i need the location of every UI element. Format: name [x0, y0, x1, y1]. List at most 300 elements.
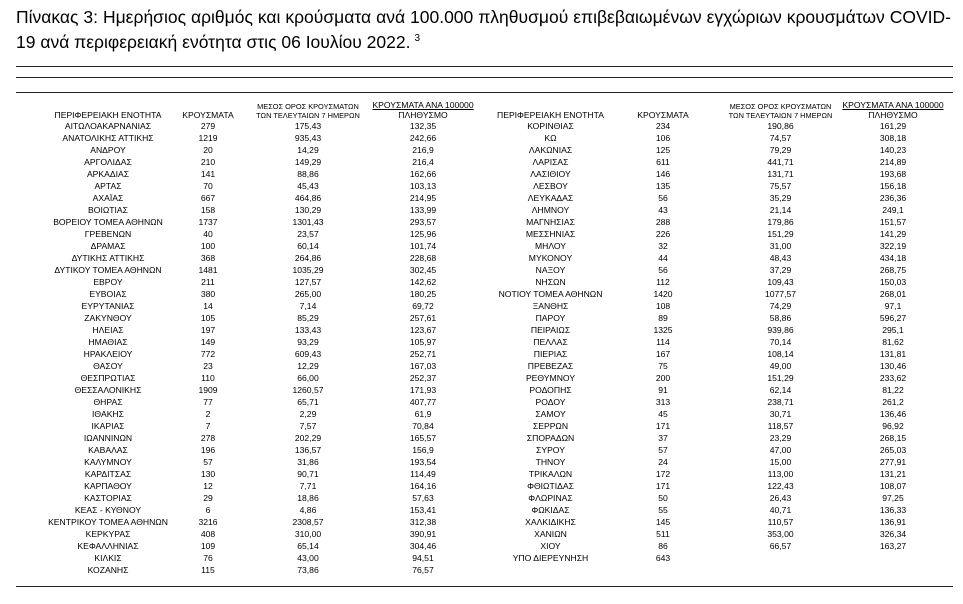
cell-region: ΠΡΕΒΕΖΑΣ: [527, 361, 574, 371]
cell-region: ΘΕΣΠΡΩΤΙΑΣ: [80, 373, 136, 383]
cell-cases: 171: [655, 481, 671, 491]
table-row: [488, 504, 948, 516]
cell-cases: 313: [655, 397, 671, 407]
cell-avg7: 85,29: [297, 313, 319, 323]
cell-avg7: 238,71: [767, 397, 794, 407]
cell-region: ΚΑΒΑΛΑΣ: [88, 445, 128, 455]
cell-avg7: 62,14: [769, 385, 792, 395]
cell-cases: 77: [203, 397, 213, 407]
table-row: [28, 384, 483, 396]
cell-cases: 1481: [198, 265, 218, 275]
table-row: [488, 300, 948, 312]
cell-per100k: 136,46: [879, 409, 907, 419]
cell-region: ΛΕΣΒΟΥ: [533, 181, 568, 191]
cell-per100k: 142,62: [409, 277, 437, 287]
cell-per100k: 69,72: [412, 301, 434, 311]
cell-cases: 109: [200, 541, 216, 551]
cell-cases: 29: [203, 493, 213, 503]
cell-cases: 45: [658, 409, 668, 419]
second-rule: [16, 77, 953, 78]
cell-cases: 141: [200, 169, 216, 179]
cell-region: ΝΑΞΟΥ: [535, 265, 566, 275]
right-table-header: [488, 97, 948, 120]
cell-avg7: 110,57: [767, 517, 794, 527]
table-row: [488, 192, 948, 204]
cell-per100k: 596,27: [879, 313, 907, 323]
cell-avg7: 353,00: [767, 529, 794, 539]
cell-region: ΤΡΙΚΑΛΩΝ: [528, 469, 573, 479]
cell-per100k: 216,9: [412, 145, 434, 155]
cell-region: ΚΑΡΠΑΘΟΥ: [84, 481, 132, 491]
table-row: [28, 144, 483, 156]
table-row: [488, 408, 948, 420]
bottom-rule: [16, 586, 953, 587]
table-row: [488, 312, 948, 324]
table-row: [28, 360, 483, 372]
cell-avg7: 935,43: [294, 133, 322, 143]
table-row: [488, 288, 948, 300]
cell-cases: 50: [658, 493, 668, 503]
table-row: [28, 480, 483, 492]
cell-cases: 1737: [198, 217, 218, 227]
cell-per100k: 214,95: [409, 193, 437, 203]
table-row: [28, 492, 483, 504]
cell-region: ΠΑΡΟΥ: [535, 313, 566, 323]
cell-avg7: 74,57: [769, 133, 792, 143]
left-table-body: [28, 120, 483, 576]
left-header-avg: [253, 102, 363, 120]
cell-cases: 611: [656, 157, 670, 167]
cell-region: ΑΙΤΩΛΟΑΚΑΡΝΑΝΙΑΣ: [64, 121, 152, 131]
left-table-header: [28, 97, 483, 120]
cell-per100k: 70,84: [412, 421, 434, 431]
cell-region: ΑΝΔΡΟΥ: [90, 145, 126, 155]
cell-cases: 197: [200, 325, 216, 335]
cell-cases: 196: [200, 445, 216, 455]
cell-region: ΜΕΣΣΗΝΙΑΣ: [525, 229, 576, 239]
cell-avg7: 65,71: [297, 397, 319, 407]
cell-avg7: 130,29: [294, 205, 322, 215]
table-row: [28, 564, 483, 576]
cell-region: ΓΡΕΒΕΝΩΝ: [84, 229, 132, 239]
table-row: [488, 336, 948, 348]
cell-region: ΖΑΚΥΝΘΟΥ: [84, 313, 132, 323]
table-row: [488, 468, 948, 480]
table-row: [488, 492, 948, 504]
cell-per100k: 390,91: [409, 529, 437, 539]
table-row: [488, 276, 948, 288]
cell-cases: 70: [203, 181, 213, 191]
cell-region: ΜΑΓΝΗΣΙΑΣ: [526, 217, 575, 227]
cell-region: ΗΡΑΚΛΕΙΟΥ: [83, 349, 133, 359]
right-header-per100k-line1: ΚΡΟΥΣΜΑΤΑ ΑΝΑ 100000: [842, 100, 944, 110]
cell-avg7: 30,71: [769, 409, 792, 419]
table-row: [28, 408, 483, 420]
cell-avg7: 23,29: [769, 433, 792, 443]
cell-region: ΧΑΛΚΙΔΙΚΗΣ: [525, 517, 576, 527]
cell-avg7: 45,43: [297, 181, 319, 191]
cell-avg7: 21,14: [769, 205, 792, 215]
table-row: [28, 468, 483, 480]
cell-region: ΦΛΩΡΙΝΑΣ: [528, 493, 573, 503]
cell-per100k: 81,22: [882, 385, 904, 395]
cell-region: ΕΥΒΟΙΑΣ: [89, 289, 127, 299]
cell-per100k: 216,4: [412, 157, 434, 167]
cell-cases: 55: [658, 505, 668, 515]
cell-cases: 211: [201, 277, 215, 287]
cell-per100k: 265,03: [879, 445, 907, 455]
cell-cases: 32: [658, 241, 668, 251]
cell-per100k: 76,57: [412, 565, 434, 575]
cell-per100k: 61,9: [414, 409, 432, 419]
table-title-text: Πίνακας 3: Ημερήσιος αριθμός και κρούσματα ανά 100.000 πληθυσμού επιβεβαιωμένων εγχώριων κρουσμάτων COVID-19 ανά περιφερειακή ενότητα στις 06 Ιουλίου 2022.: [16, 7, 951, 52]
cell-avg7: 464,86: [294, 193, 322, 203]
cell-cases: 210: [200, 157, 216, 167]
cell-region: ΘΕΣΣΑΛΟΝΙΚΗΣ: [74, 385, 142, 395]
cell-per100k: 233,62: [879, 373, 907, 383]
cell-cases: 40: [203, 229, 213, 239]
cell-avg7: 49,00: [769, 361, 792, 371]
table-row: [488, 540, 948, 552]
cell-avg7: 23,57: [297, 229, 319, 239]
table-row: [488, 348, 948, 360]
table-row: [28, 300, 483, 312]
cell-per100k: 302,45: [409, 265, 437, 275]
cell-avg7: 127,57: [294, 277, 322, 287]
cell-region: ΚΕΑΣ - ΚΥΘΝΟΥ: [74, 505, 142, 515]
cell-avg7: 65,14: [297, 541, 319, 551]
cell-cases: 23: [203, 361, 213, 371]
cell-region: ΝΟΤΙΟΥ ΤΟΜΕΑ ΑΘΗΝΩΝ: [498, 289, 603, 299]
cell-cases: 76: [203, 553, 213, 563]
cell-region: ΛΗΜΝΟΥ: [531, 205, 570, 215]
cell-region: ΘΑΣΟΥ: [93, 361, 123, 371]
cell-per100k: 132,35: [409, 121, 437, 131]
cell-cases: 44: [658, 253, 668, 263]
cell-per100k: 103,13: [409, 181, 437, 191]
cell-avg7: 26,43: [769, 493, 792, 503]
cell-avg7: 149,29: [294, 157, 322, 167]
cell-avg7: 47,00: [769, 445, 792, 455]
cell-region: ΔΥΤΙΚΟΥ ΤΟΜΕΑ ΑΘΗΝΩΝ: [54, 265, 162, 275]
cell-region: ΛΑΣΙΘΙΟΥ: [530, 169, 571, 179]
table-row: [28, 252, 483, 264]
cell-per100k: 81,62: [882, 337, 904, 347]
cell-avg7: 15,00: [769, 457, 792, 467]
cell-avg7: 37,29: [769, 265, 792, 275]
cell-per100k: 242,66: [409, 133, 437, 143]
cell-avg7: 108,14: [767, 349, 794, 359]
cell-avg7: 1035,29: [292, 265, 324, 275]
cell-per100k: 125,96: [409, 229, 437, 239]
cell-region: ΠΕΙΡΑΙΩΣ: [530, 325, 571, 335]
cell-avg7: 93,29: [297, 337, 319, 347]
cell-per100k: 131,81: [879, 349, 907, 359]
cell-cases: 667: [200, 193, 216, 203]
cell-cases: 43: [658, 205, 668, 215]
cell-region: ΚΟΡΙΝΘΙΑΣ: [527, 121, 574, 131]
cell-cases: 172: [655, 469, 671, 479]
cell-avg7: 1077,57: [764, 289, 797, 299]
table-row: [28, 216, 483, 228]
table-row: [488, 372, 948, 384]
cell-cases: 57: [658, 445, 668, 455]
table-row: [488, 552, 948, 564]
table-row: [488, 360, 948, 372]
cell-per100k: 268,01: [879, 289, 907, 299]
cell-region: ΛΑΡΙΣΑΣ: [532, 157, 569, 167]
table-row: [28, 528, 483, 540]
table-row: [28, 348, 483, 360]
table-row: [28, 540, 483, 552]
cell-per100k: 268,15: [879, 433, 907, 443]
cell-per100k: 151,57: [879, 217, 907, 227]
table-row: [28, 240, 483, 252]
cell-avg7: 131,71: [767, 169, 794, 179]
cell-region: ΣΑΜΟΥ: [535, 409, 566, 419]
cell-cases: 171: [655, 421, 671, 431]
cell-avg7: 122,43: [767, 481, 794, 491]
cell-region: ΜΥΚΟΝΟΥ: [528, 253, 573, 263]
cell-avg7: 7,57: [299, 421, 317, 431]
cell-avg7: 133,43: [294, 325, 322, 335]
cell-cases: 643: [655, 553, 671, 563]
table-row: [28, 420, 483, 432]
table-row: [28, 372, 483, 384]
table-row: [28, 132, 483, 144]
cell-avg7: 31,00: [769, 241, 792, 251]
cell-region: ΔΡΑΜΑΣ: [90, 241, 126, 251]
cell-region: ΚΙΛΚΙΣ: [94, 553, 122, 563]
right-header-avg: [723, 102, 838, 120]
cell-region: ΡΟΔΟΠΗΣ: [529, 385, 572, 395]
cell-per100k: 162,66: [409, 169, 437, 179]
cell-cases: 279: [200, 121, 216, 131]
cell-cases: 278: [200, 433, 216, 443]
cell-region: ΣΠΟΡΑΔΩΝ: [526, 433, 575, 443]
cell-avg7: 109,43: [767, 277, 794, 287]
table-title: [16, 6, 951, 53]
cell-region: ΑΡΚΑΔΙΑΣ: [86, 169, 130, 179]
cell-region: ΑΡΓΟΛΙΔΑΣ: [84, 157, 132, 167]
cell-per100k: 57,63: [412, 493, 434, 503]
cell-cases: 234: [655, 121, 671, 131]
table-row: [488, 264, 948, 276]
cell-per100k: 165,57: [409, 433, 437, 443]
table-row: [488, 456, 948, 468]
cell-per100k: 214,89: [879, 157, 907, 167]
cell-region: ΑΝΑΤΟΛΙΚΗΣ ΑΤΤΙΚΗΣ: [62, 133, 154, 143]
table-row: [28, 180, 483, 192]
table-row: [28, 336, 483, 348]
cell-cases: 110: [201, 373, 215, 383]
table-row: [28, 456, 483, 468]
cell-cases: 37: [658, 433, 668, 443]
cell-cases: 772: [200, 349, 216, 359]
cell-per100k: 236,36: [879, 193, 907, 203]
cell-cases: 3216: [198, 517, 218, 527]
left-table: [28, 97, 483, 576]
cell-avg7: 35,29: [769, 193, 792, 203]
cell-avg7: 151,29: [767, 373, 794, 383]
cell-avg7: 43,00: [297, 553, 319, 563]
cell-region: ΙΩΑΝΝΙΝΩΝ: [83, 433, 133, 443]
cell-region: ΞΑΝΘΗΣ: [532, 301, 569, 311]
table-row: [488, 384, 948, 396]
cell-region: ΜΗΛΟΥ: [534, 241, 567, 251]
cell-cases: 135: [655, 181, 671, 191]
cell-region: ΑΡΤΑΣ: [94, 181, 122, 191]
cell-per100k: 133,99: [409, 205, 437, 215]
table-row: [488, 516, 948, 528]
cell-per100k: 101,74: [409, 241, 437, 251]
table-row: [28, 288, 483, 300]
cell-region: ΚΑΛΥΜΝΟΥ: [84, 457, 132, 467]
cell-per100k: 304,46: [409, 541, 437, 551]
cell-cases: 20: [203, 145, 213, 155]
table-row: [28, 276, 483, 288]
table-row: [488, 120, 948, 132]
cell-per100k: 249,1: [882, 205, 904, 215]
table-row: [28, 516, 483, 528]
cell-avg7: 7,14: [299, 301, 317, 311]
cell-cases: 24: [658, 457, 668, 467]
cell-avg7: 58,86: [769, 313, 792, 323]
cell-cases: 226: [655, 229, 671, 239]
cell-region: ΣΕΡΡΩΝ: [532, 421, 569, 431]
cell-region: ΚΕΝΤΡΙΚΟΥ ΤΟΜΕΑ ΑΘΗΝΩΝ: [48, 517, 168, 527]
cell-avg7: 441,71: [767, 157, 794, 167]
cell-per100k: 156,9: [412, 445, 434, 455]
cell-per100k: 312,38: [409, 517, 437, 527]
table-row: [28, 324, 483, 336]
cell-per100k: 130,46: [879, 361, 907, 371]
cell-per100k: 123,67: [409, 325, 437, 335]
cell-per100k: 193,68: [879, 169, 907, 179]
cell-avg7: 175,43: [294, 121, 322, 131]
cell-per100k: 434,18: [879, 253, 907, 263]
cell-per100k: 228,68: [409, 253, 437, 263]
cell-per100k: 131,21: [879, 469, 907, 479]
cell-region: ΠΙΕΡΙΑΣ: [533, 349, 568, 359]
table-row: [28, 312, 483, 324]
cell-per100k: 171,93: [409, 385, 437, 395]
table-row: [488, 420, 948, 432]
cell-avg7: 1260,57: [292, 385, 324, 395]
cell-cases: 86: [658, 541, 668, 551]
cell-region: ΦΘΙΩΤΙΔΑΣ: [527, 481, 574, 491]
cell-per100k: 193,54: [409, 457, 437, 467]
cell-region: ΘΗΡΑΣ: [93, 397, 123, 407]
cell-region: ΚΕΡΚΥΡΑΣ: [85, 529, 131, 539]
table-row: [488, 144, 948, 156]
cell-cases: 115: [201, 565, 215, 575]
cell-cases: 2: [205, 409, 211, 419]
cell-avg7: 310,00: [294, 529, 322, 539]
cell-avg7: 73,86: [297, 565, 319, 575]
table-row: [28, 168, 483, 180]
table-row: [28, 192, 483, 204]
cell-avg7: 40,71: [769, 505, 792, 515]
cell-cases: 511: [656, 529, 670, 539]
cell-region: ΕΒΡΟΥ: [93, 277, 123, 287]
cell-region: ΛΕΥΚΑΔΑΣ: [527, 193, 574, 203]
cell-per100k: 150,03: [879, 277, 907, 287]
cell-avg7: 179,86: [767, 217, 794, 227]
cell-avg7: 151,29: [767, 229, 794, 239]
cell-per100k: 322,19: [879, 241, 907, 251]
cell-cases: 75: [658, 361, 668, 371]
cell-avg7: 14,29: [297, 145, 319, 155]
cell-per100k: 96,92: [882, 421, 904, 431]
cell-avg7: 136,57: [294, 445, 322, 455]
cell-cases: 106: [655, 133, 671, 143]
table-row: [28, 264, 483, 276]
cell-per100k: 156,18: [879, 181, 907, 191]
cell-avg7: 18,86: [297, 493, 319, 503]
cell-avg7: 74,29: [769, 301, 792, 311]
cell-per100k: 140,23: [879, 145, 907, 155]
cell-cases: 105: [200, 313, 216, 323]
table-row: [488, 216, 948, 228]
cell-per100k: 257,61: [409, 313, 437, 323]
table-row: [488, 252, 948, 264]
cell-region: ΙΚΑΡΙΑΣ: [91, 421, 125, 431]
table-row: [488, 228, 948, 240]
cell-avg7: 264,86: [294, 253, 322, 263]
cell-avg7: 1301,43: [292, 217, 324, 227]
cell-per100k: 308,18: [879, 133, 907, 143]
cell-cases: 1325: [653, 325, 673, 335]
cell-avg7: 939,86: [767, 325, 794, 335]
cell-per100k: 252,71: [409, 349, 437, 359]
cell-cases: 6: [205, 505, 211, 515]
cell-region: ΥΠΟ ΔΙΕΡΕΥΝΗΣΗ: [512, 553, 589, 563]
cell-per100k: 105,97: [409, 337, 437, 347]
table-row: [28, 444, 483, 456]
cell-avg7: 2308,57: [292, 517, 324, 527]
cell-per100k: 268,75: [879, 265, 907, 275]
table-row: [488, 156, 948, 168]
cell-cases: 380: [200, 289, 216, 299]
table-row: [28, 396, 483, 408]
cell-cases: 146: [655, 169, 671, 179]
cell-cases: 112: [656, 277, 670, 287]
cell-per100k: 407,77: [409, 397, 437, 407]
cell-avg7: 4,86: [299, 505, 317, 515]
cell-avg7: 66,57: [769, 541, 792, 551]
cell-per100k: 136,33: [879, 505, 907, 515]
cell-per100k: 164,16: [409, 481, 437, 491]
table-row: [28, 552, 483, 564]
cell-region: ΚΑΡΔΙΤΣΑΣ: [84, 469, 132, 479]
cell-cases: 1420: [653, 289, 673, 299]
right-header-avg-line2: ΤΩΝ ΤΕΛΕΥΤΑΙΩΝ 7 ΗΜΕΡΩΝ: [728, 111, 833, 120]
cell-cases: 91: [658, 385, 668, 395]
table-row: [488, 204, 948, 216]
cell-avg7: 12,29: [297, 361, 319, 371]
cell-region: ΗΛΕΙΑΣ: [92, 325, 124, 335]
cell-cases: 1909: [198, 385, 218, 395]
cell-region: ΛΑΚΩΝΙΑΣ: [528, 145, 573, 155]
cell-avg7: 48,43: [769, 253, 792, 263]
cell-cases: 1219: [198, 133, 218, 143]
cell-region: ΙΘΑΚΗΣ: [92, 409, 124, 419]
cell-per100k: 277,91: [879, 457, 907, 467]
cell-per100k: 326,34: [879, 529, 907, 539]
cell-cases: 408: [200, 529, 216, 539]
cell-per100k: 114,49: [410, 469, 436, 479]
